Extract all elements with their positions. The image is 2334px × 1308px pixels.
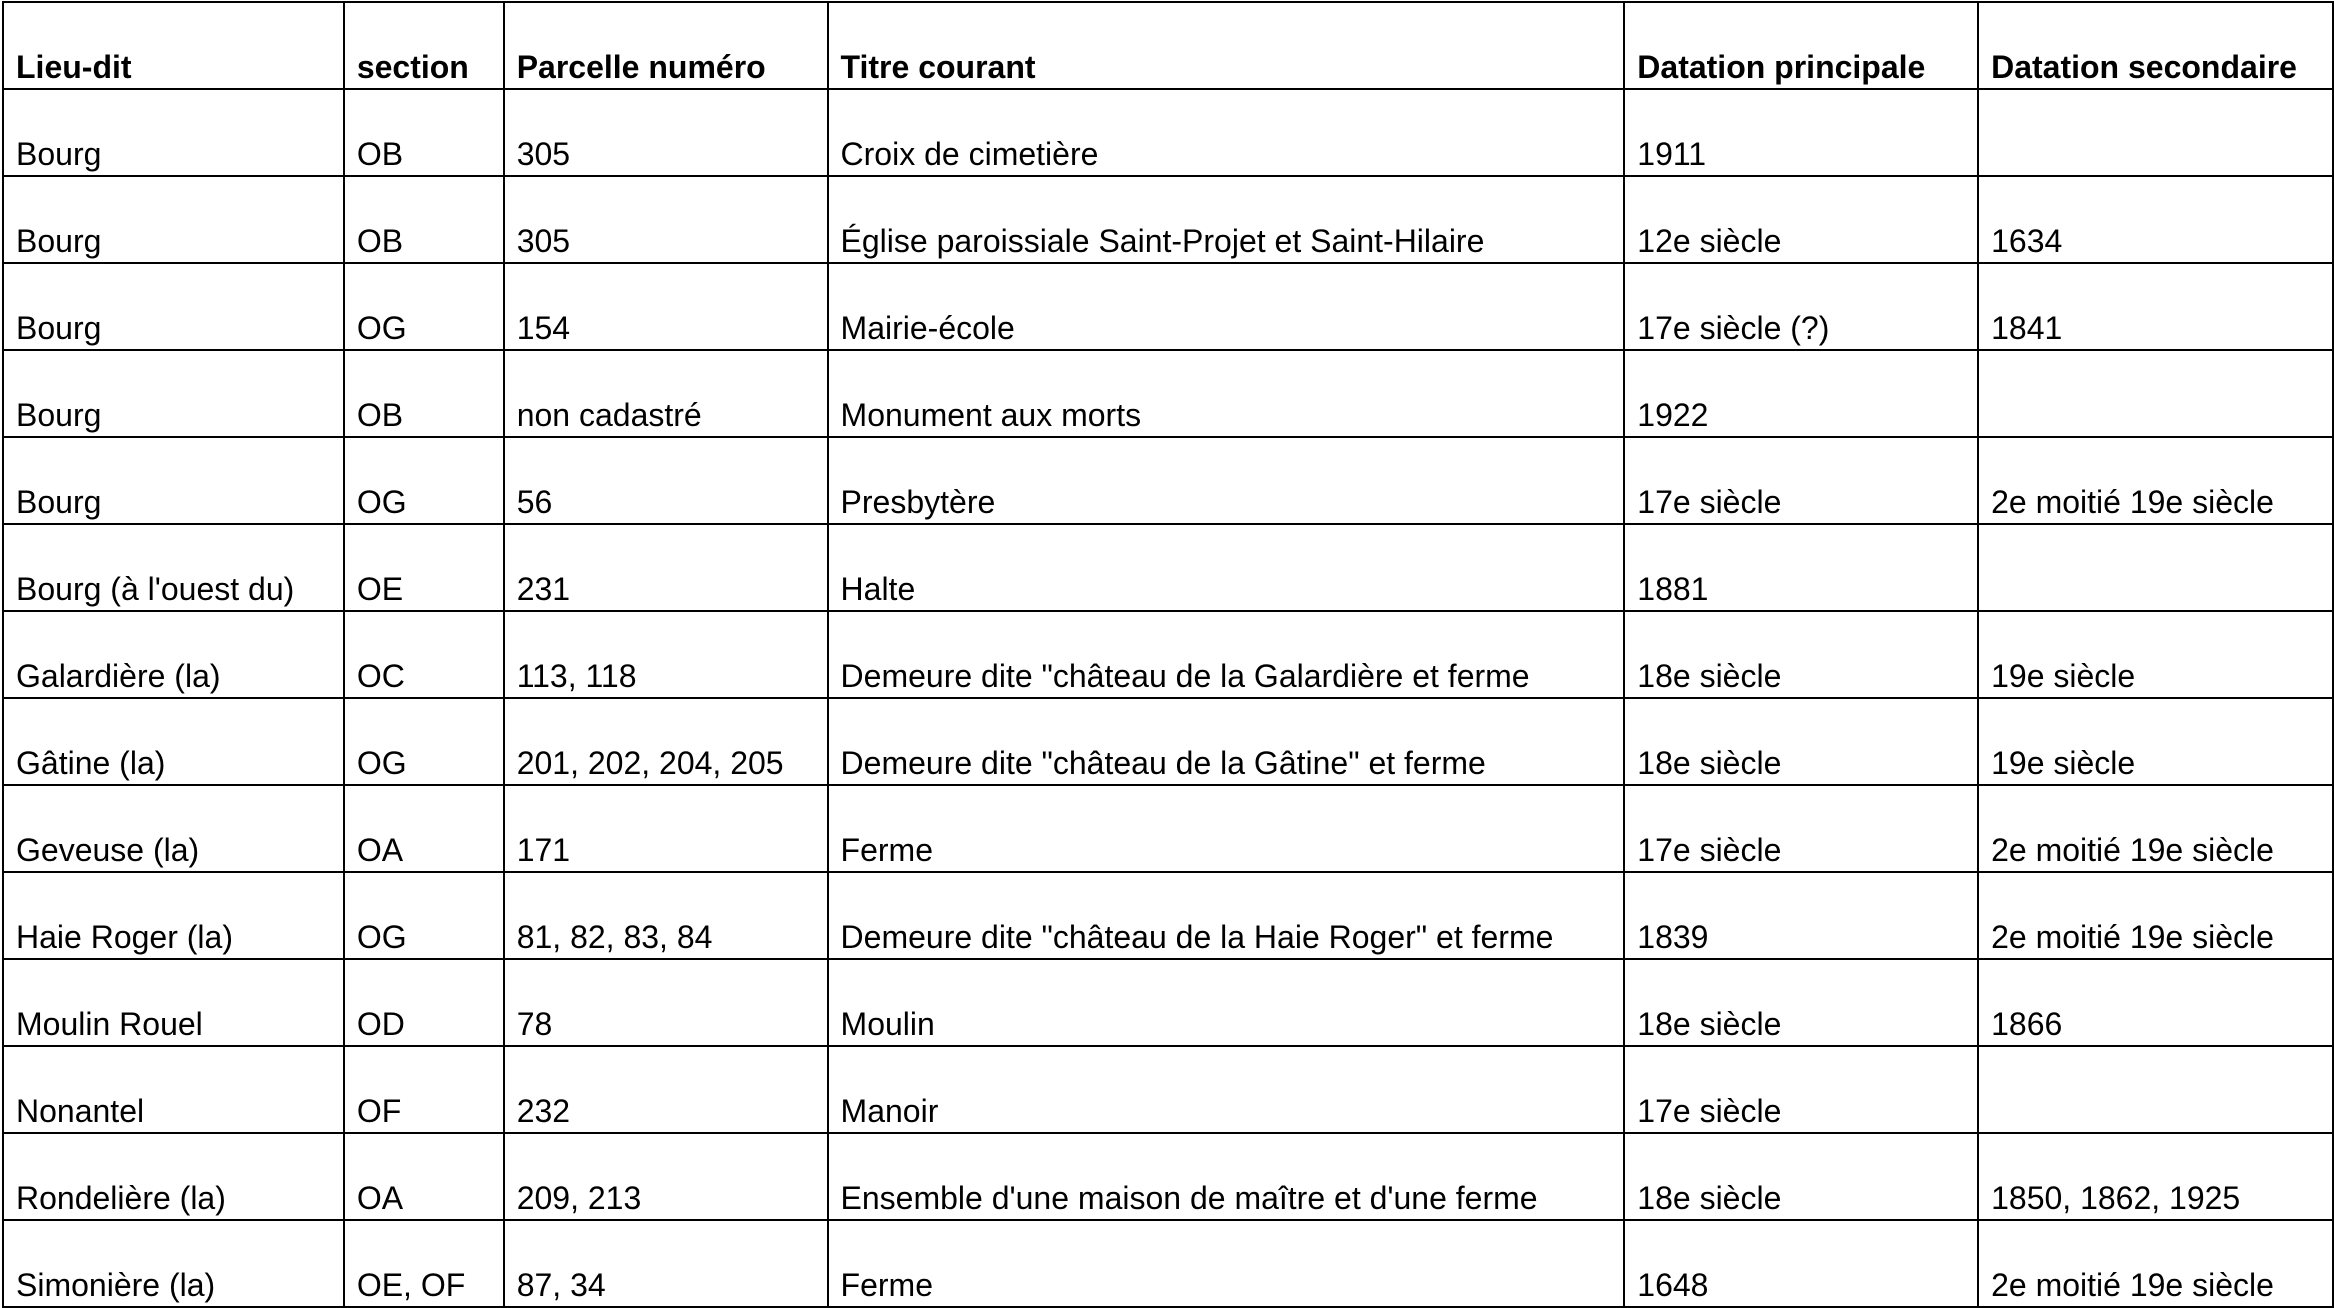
- cell-datation-secondaire: 2e moitié 19e siècle: [1978, 785, 2333, 872]
- cell-titre: Ferme: [828, 785, 1625, 872]
- cell-datation-principale: 1922: [1624, 350, 1978, 437]
- cell-parcelle: non cadastré: [504, 350, 828, 437]
- cell-datation-secondaire: 1634: [1978, 176, 2333, 263]
- cell-section: OG: [344, 872, 504, 959]
- cell-datation-principale: 1881: [1624, 524, 1978, 611]
- cell-titre: Demeure dite "château de la Galardière et ferme: [828, 611, 1625, 698]
- cell-parcelle: 171: [504, 785, 828, 872]
- table-row: [3, 350, 2333, 437]
- cell-titre: Monument aux morts: [828, 350, 1625, 437]
- cell-lieu-dit: Bourg: [3, 89, 344, 176]
- cell-lieu-dit: Moulin Rouel: [3, 959, 344, 1046]
- cell-datation-principale: 18e siècle: [1624, 1133, 1978, 1220]
- header-parcelle-numero: Parcelle numéro: [504, 2, 828, 89]
- cell-section: OA: [344, 1133, 504, 1220]
- cell-datation-secondaire: 19e siècle: [1978, 698, 2333, 785]
- cell-parcelle: 81, 82, 83, 84: [504, 872, 828, 959]
- cell-datation-secondaire: 1850, 1862, 1925: [1978, 1133, 2333, 1220]
- cell-section: OD: [344, 959, 504, 1046]
- cell-titre: Mairie-école: [828, 263, 1625, 350]
- cell-titre: Moulin: [828, 959, 1625, 1046]
- cell-lieu-dit: Bourg: [3, 350, 344, 437]
- header-section: section: [344, 2, 504, 89]
- cell-titre: Demeure dite "château de la Gâtine" et ferme: [828, 698, 1625, 785]
- header-row: [3, 2, 2333, 89]
- cell-parcelle: 56: [504, 437, 828, 524]
- table-row: [3, 176, 2333, 263]
- cell-titre: Demeure dite "château de la Haie Roger" et ferme: [828, 872, 1625, 959]
- cell-section: OB: [344, 89, 504, 176]
- cell-lieu-dit: Bourg: [3, 263, 344, 350]
- cell-datation-secondaire: [1978, 524, 2333, 611]
- cell-datation-principale: 18e siècle: [1624, 611, 1978, 698]
- cell-datation-secondaire: 2e moitié 19e siècle: [1978, 437, 2333, 524]
- cell-section: OE, OF: [344, 1220, 504, 1307]
- cell-lieu-dit: Bourg: [3, 176, 344, 263]
- cell-parcelle: 201, 202, 204, 205: [504, 698, 828, 785]
- cell-lieu-dit: Geveuse (la): [3, 785, 344, 872]
- cell-lieu-dit: Rondelière (la): [3, 1133, 344, 1220]
- cell-datation-secondaire: [1978, 1046, 2333, 1133]
- cell-datation-principale: 18e siècle: [1624, 959, 1978, 1046]
- cell-section: OG: [344, 437, 504, 524]
- cell-datation-principale: 17e siècle (?): [1624, 263, 1978, 350]
- table-row: [3, 1220, 2333, 1307]
- cell-datation-secondaire: 1841: [1978, 263, 2333, 350]
- cell-lieu-dit: Galardière (la): [3, 611, 344, 698]
- cell-datation-principale: 17e siècle: [1624, 785, 1978, 872]
- cell-datation-principale: 1648: [1624, 1220, 1978, 1307]
- cell-parcelle: 231: [504, 524, 828, 611]
- cell-section: OE: [344, 524, 504, 611]
- cell-datation-principale: 17e siècle: [1624, 437, 1978, 524]
- table-row: [3, 524, 2333, 611]
- cell-datation-principale: 1839: [1624, 872, 1978, 959]
- cell-datation-principale: 18e siècle: [1624, 698, 1978, 785]
- cell-section: OB: [344, 176, 504, 263]
- cell-titre: Croix de cimetière: [828, 89, 1625, 176]
- cell-section: OB: [344, 350, 504, 437]
- cell-datation-secondaire: 2e moitié 19e siècle: [1978, 872, 2333, 959]
- cell-datation-secondaire: 1866: [1978, 959, 2333, 1046]
- table-row: [3, 959, 2333, 1046]
- header-titre-courant: Titre courant: [828, 2, 1625, 89]
- table-row: [3, 785, 2333, 872]
- cell-datation-principale: 1911: [1624, 89, 1978, 176]
- table-row: [3, 1133, 2333, 1220]
- cell-titre: Halte: [828, 524, 1625, 611]
- cell-section: OF: [344, 1046, 504, 1133]
- cell-parcelle: 305: [504, 176, 828, 263]
- cell-titre: Église paroissiale Saint-Projet et Saint-Hilaire: [828, 176, 1625, 263]
- cell-lieu-dit: Bourg: [3, 437, 344, 524]
- cell-titre: Ferme: [828, 1220, 1625, 1307]
- header-lieu-dit: Lieu-dit: [3, 2, 344, 89]
- cell-parcelle: 232: [504, 1046, 828, 1133]
- table-row: [3, 437, 2333, 524]
- cell-datation-secondaire: [1978, 89, 2333, 176]
- inventory-table: [2, 1, 2334, 1308]
- cell-datation-secondaire: 2e moitié 19e siècle: [1978, 1220, 2333, 1307]
- cell-datation-principale: 17e siècle: [1624, 1046, 1978, 1133]
- cell-parcelle: 209, 213: [504, 1133, 828, 1220]
- cell-section: OG: [344, 263, 504, 350]
- table-row: [3, 872, 2333, 959]
- cell-datation-secondaire: [1978, 350, 2333, 437]
- cell-lieu-dit: Simonière (la): [3, 1220, 344, 1307]
- cell-section: OA: [344, 785, 504, 872]
- cell-section: OC: [344, 611, 504, 698]
- cell-parcelle: 113, 118: [504, 611, 828, 698]
- header-datation-principale: Datation principale: [1624, 2, 1978, 89]
- cell-datation-principale: 12e siècle: [1624, 176, 1978, 263]
- cell-lieu-dit: Gâtine (la): [3, 698, 344, 785]
- table-row: [3, 263, 2333, 350]
- cell-parcelle: 78: [504, 959, 828, 1046]
- table-row: [3, 89, 2333, 176]
- cell-parcelle: 154: [504, 263, 828, 350]
- cell-lieu-dit: Bourg (à l'ouest du): [3, 524, 344, 611]
- cell-lieu-dit: Nonantel: [3, 1046, 344, 1133]
- cell-datation-secondaire: 19e siècle: [1978, 611, 2333, 698]
- cell-titre: Manoir: [828, 1046, 1625, 1133]
- table-row: [3, 1046, 2333, 1133]
- cell-parcelle: 305: [504, 89, 828, 176]
- table-row: [3, 611, 2333, 698]
- cell-parcelle: 87, 34: [504, 1220, 828, 1307]
- cell-section: OG: [344, 698, 504, 785]
- cell-titre: Presbytère: [828, 437, 1625, 524]
- cell-titre: Ensemble d'une maison de maître et d'une ferme: [828, 1133, 1625, 1220]
- header-datation-secondaire: Datation secondaire: [1978, 2, 2333, 89]
- cell-lieu-dit: Haie Roger (la): [3, 872, 344, 959]
- table-row: [3, 698, 2333, 785]
